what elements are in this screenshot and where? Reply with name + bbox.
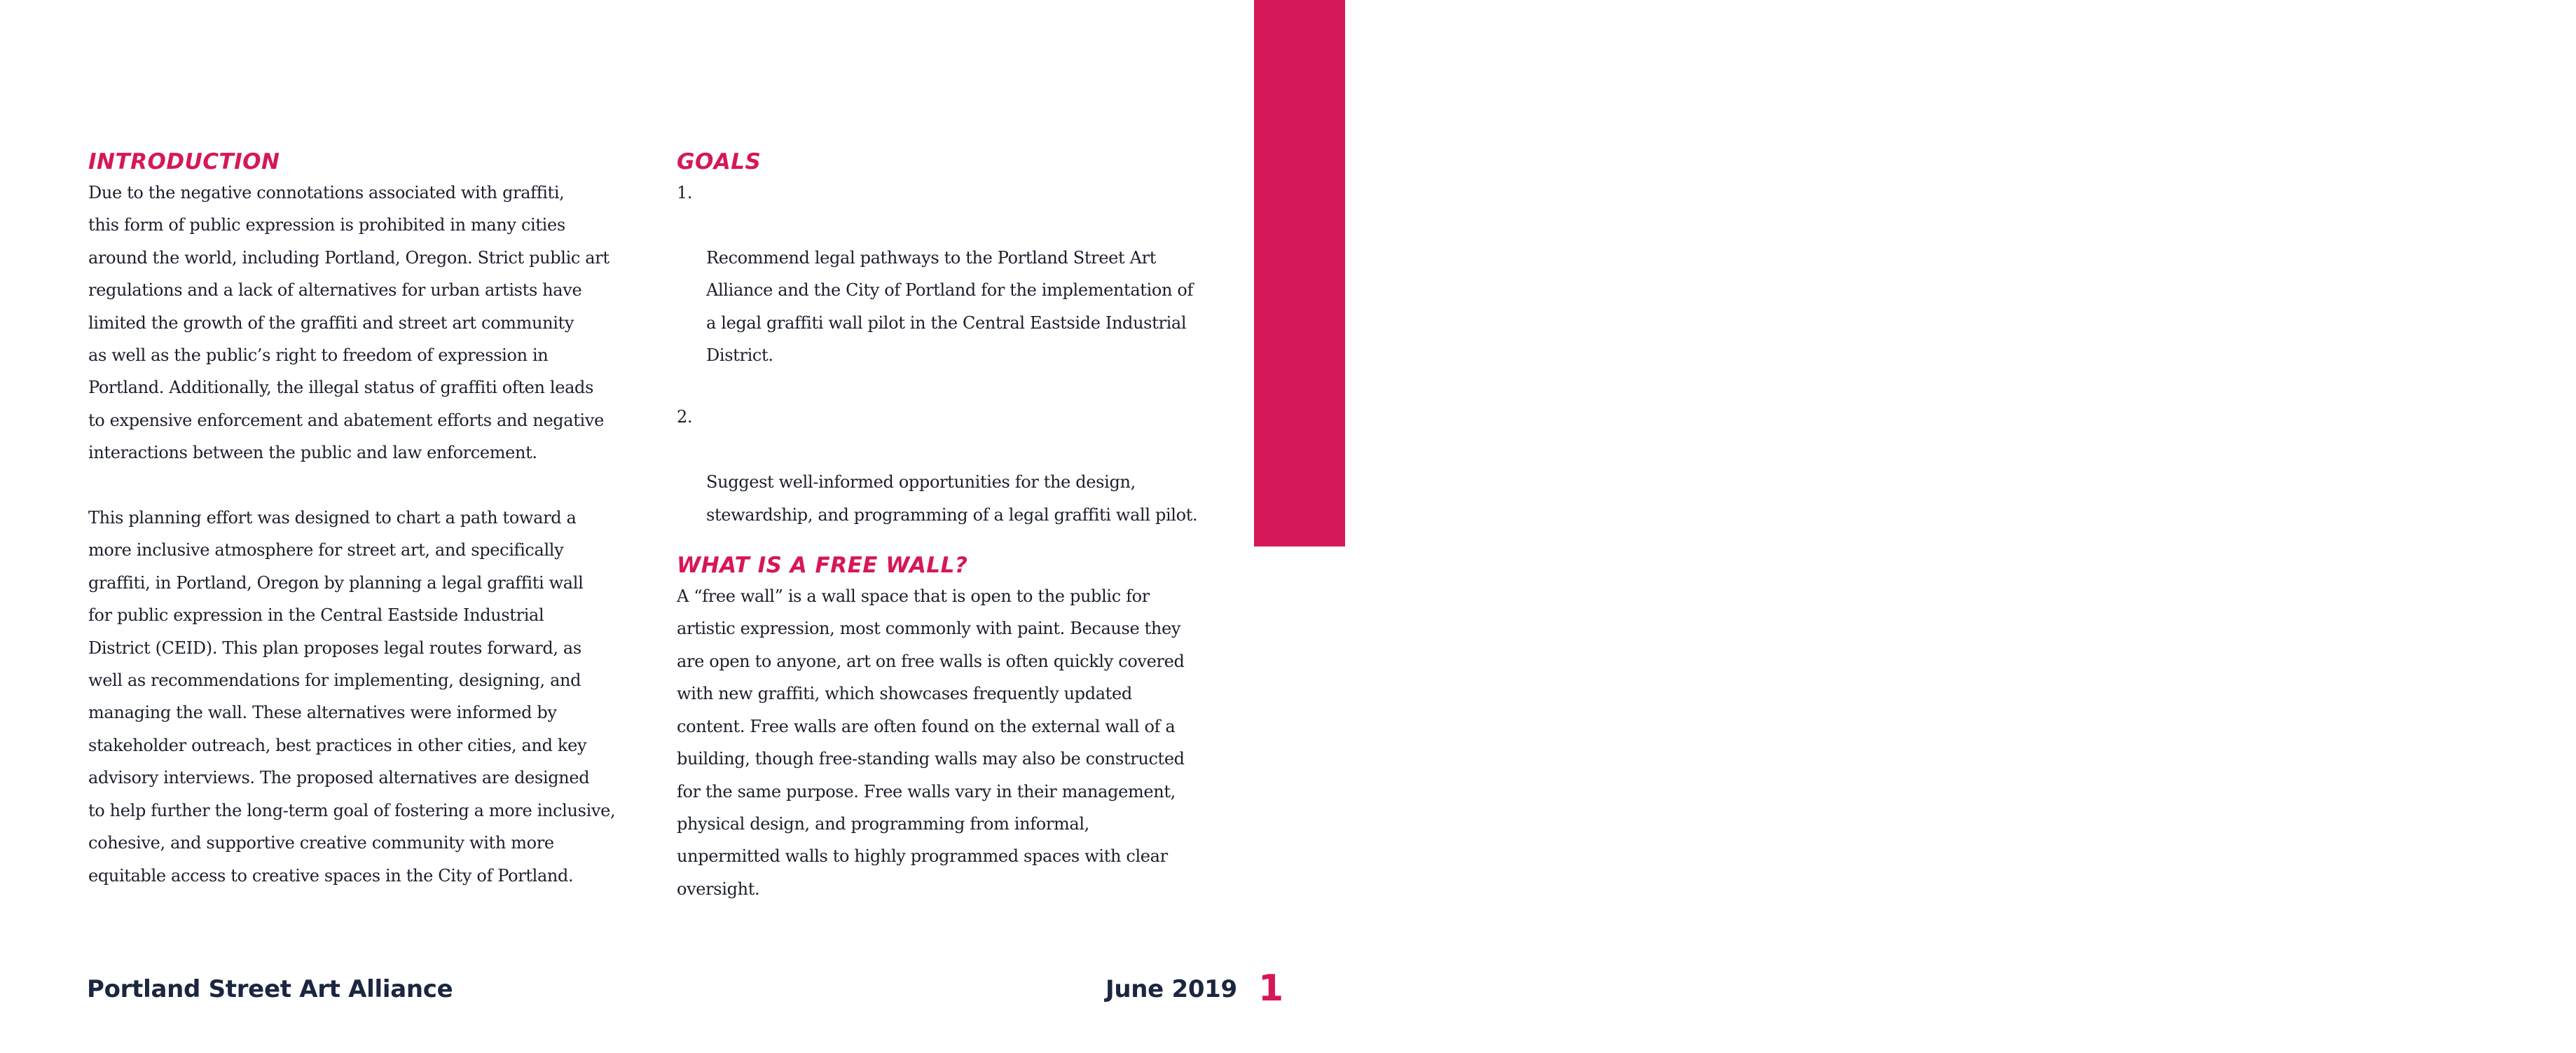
goals-column xyxy=(677,147,1237,905)
free-wall-heading: WHAT IS A FREE WALL? xyxy=(677,553,968,579)
introduction-paragraph-2: This planning effort was designed to chart a path toward a more inclusive atmosphere for street art, and specifically graffiti, in Portland, Oregon by planning a legal graffiti wall for public expression in the Central Eastside Industrial District (CEID). This plan proposes legal routes forward, as well as recommendations for implementing, designing, and managing the wall. These alternatives were informed by stakeholder outreach, best practices in other cities, and key advisory interviews. The proposed alternatives are designed to help further the long-term goal of fostering a more inclusive, cohesive, and supportive creative community with more equitable access to creative spaces in the City of Portland. xyxy=(88,508,616,886)
goals-list xyxy=(677,177,1237,531)
goal-text: Suggest well-informed opportunities for the design, stewardship, and programming of a legal graffiti wall pilot. xyxy=(706,472,1198,525)
footer-date: June 2019 xyxy=(1106,975,1237,1003)
introduction-heading: INTRODUCTION xyxy=(88,149,280,174)
introduction-paragraph-1: Due to the negative connotations associated with graffiti, this form of public expression is prohibited in many cities around the world, including Portland, Oregon. Strict public art regulations and a lack of alternatives for urban artists have limited the growth of the graffiti and street art community as well as the public’s right to freedom of expression in Portland. Additionally, the illegal status of graffiti often leads to expensive enforcement and abatement efforts and negative interactions between the public and law enforcement. xyxy=(88,183,609,463)
goal-item xyxy=(677,177,1237,371)
goal-text: Recommend legal pathways to the Portland Street Art Alliance and the City of Portland for the implementation of a legal graffiti wall pilot in the Central Eastside Industrial District. xyxy=(706,247,1194,366)
section-tab xyxy=(1254,0,2576,546)
introduction-column xyxy=(88,147,649,892)
footer-organization: Portland Street Art Alliance xyxy=(87,975,453,1003)
goal-item xyxy=(677,401,1237,531)
goals-heading: GOALS xyxy=(677,149,762,174)
free-wall-paragraph: A “free wall” is a wall space that is open to the public for artistic expression, most commonly with paint. Because they are open to anyone, art on free walls is often quickly covered with new graffiti, which showcases frequently updated content. Free walls are often found on the external wall of a building, though free-standing walls may also be constructed for the same purpose. Free walls vary in their management, physical design, and programming from informal, unpermitted walls to highly programmed spaces with clear oversight. xyxy=(677,586,1185,899)
goal-number: 1. xyxy=(677,183,693,202)
section-tab-label: summary xyxy=(2537,35,2576,277)
goal-number: 2. xyxy=(677,407,693,427)
page-number: 1 xyxy=(1258,968,1284,1010)
